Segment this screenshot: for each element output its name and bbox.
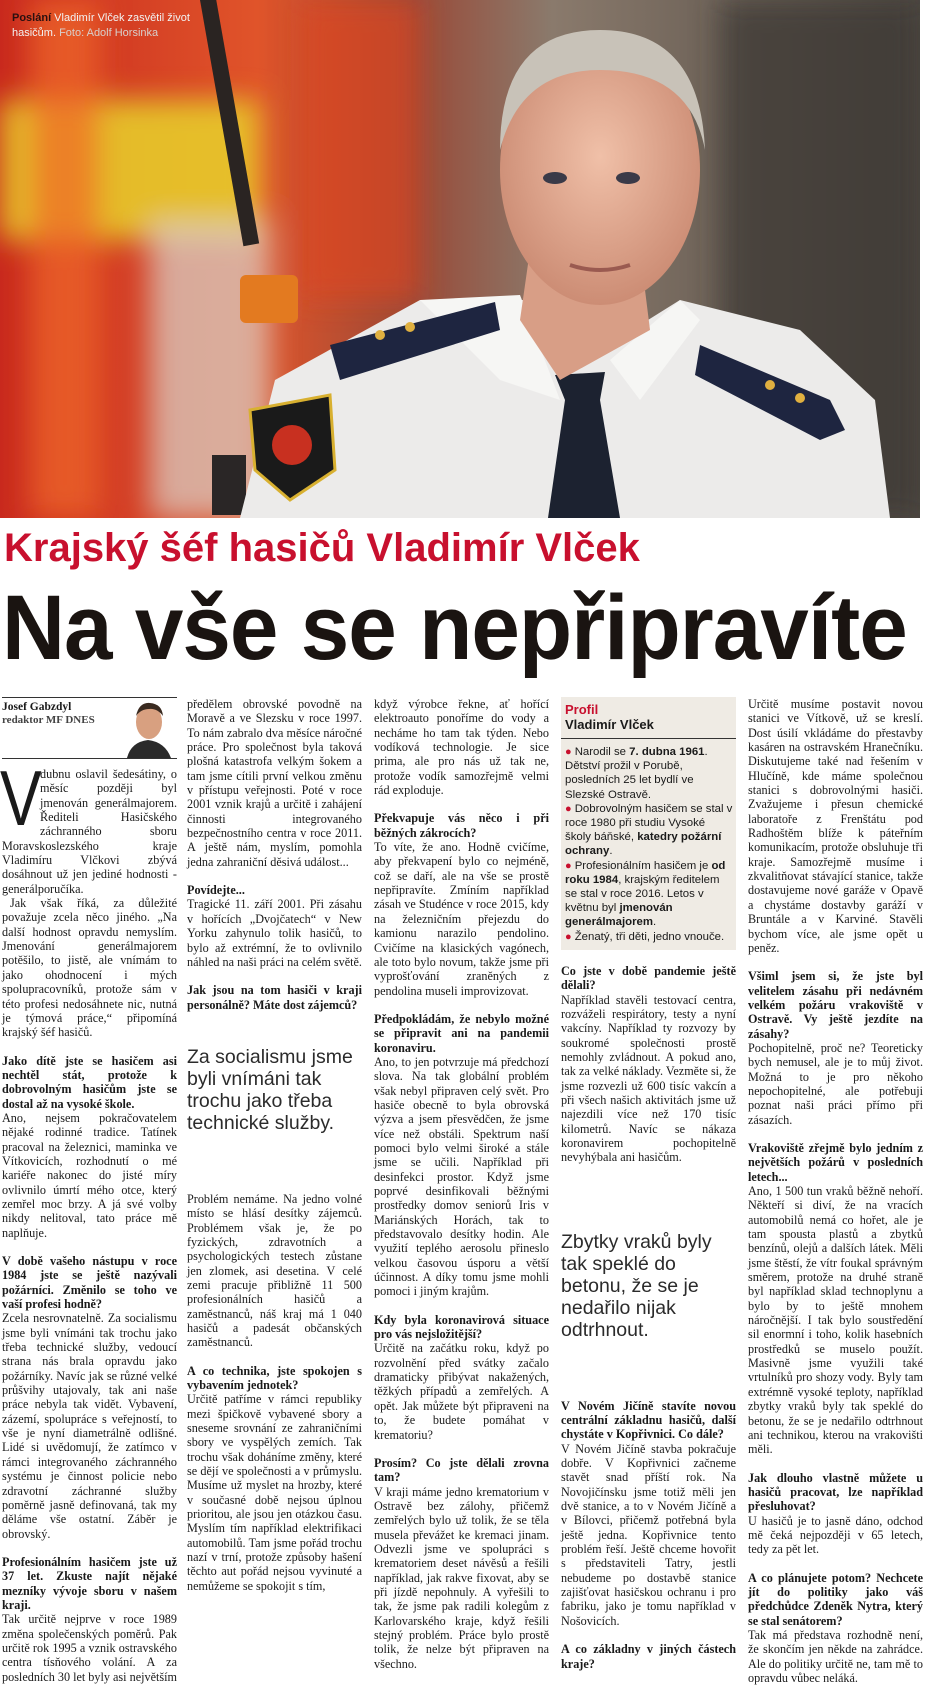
profile-text: , krajským ředitelem se stal v roce 2016. Letos v květnu byl bbox=[565, 873, 720, 915]
bullet-icon: ● bbox=[565, 746, 575, 758]
interview-answer: U hasičů je to jasně dáno, odchod mě čeká nejpozději v 65 letech, tedy za pět let. bbox=[748, 1513, 923, 1557]
profile-text: . bbox=[609, 845, 613, 858]
interview-question: Co jste v době pandemie ještě dělali? bbox=[561, 963, 736, 993]
interview-question: A co plánujete potom? Nechcete jít do politiky jako váš předchůdce Zdeněk Nytra, který se stal senátorem? bbox=[748, 1570, 923, 1628]
bullet-icon: ● bbox=[565, 859, 575, 872]
interview-answer: Jak však říká, za důležité považuje zcela něco jiného. „Na další hodnost opravdu nemyslím. Jmenování generálmajorem potěšilo, to jistě, ale vnímám to jako ohodnocení i mých spolupracovníků, protože sám v této profesi nedosáhnete nic, nutná je týmová práce,“ připomíná krajský šéf hasičů. bbox=[2, 896, 177, 1040]
photo-caption bbox=[12, 11, 202, 41]
main-headline: Na vše se nepřipravíte bbox=[2, 577, 907, 679]
interview-answer: Pochopitelně, proč ne? Teoreticky bych nemusel, ale je to můj život. Možná to je pro někoho nepochopitelné, ale potřebuji poznat naši práci přímo při zásazích. bbox=[748, 1040, 923, 1127]
interview-question: V Novém Jičíně stavíte novou centrální základnu hasičů, další chystáte v Kopřivnici. Co dále? bbox=[561, 1398, 736, 1442]
article-column-4 bbox=[561, 697, 736, 1671]
interview-question: Jak jsou na tom hasiči v kraji personálně? Máte dost zájemců? bbox=[187, 983, 362, 1012]
interview-question: Jak dlouho vlastně můžete u hasičů pracovat, lze například přesluhovat? bbox=[748, 1470, 923, 1514]
interview-answer: když výrobce řekne, ať hořící elektroauto ponoříme do vody a necháme ho tam tak týden. Nebo vodíková technologie. Je sice prima, ale pro nás už tak ne, protože vodík samozřejmě velmi rád exploduje. bbox=[374, 697, 549, 798]
interview-question: Profesionálním hasičem jste už 37 let. Zkuste najít nějaké mezníky vývoje sboru v našem kraji. bbox=[2, 1554, 177, 1612]
lead-text: dubnu oslavil šedesátiny, o měsíc později byl jmenován generálmajorem. Řediteli Hasičského záchranného sboru Moravskoslezského kraje Vladimíru Vlčkovi zbývá dosáhnout už jen jediné hodnosti - generálporučíka. bbox=[2, 767, 177, 896]
profile-label: Profil bbox=[565, 702, 599, 717]
caption-lead: Poslání bbox=[12, 12, 52, 24]
drop-cap: V bbox=[0, 754, 42, 842]
caption-text: Vladimír Vlček zasvětil život hasičům. bbox=[12, 12, 190, 39]
interview-question: Vrakoviště zřejmě bylo jedním z největších požárů v posledních letech... bbox=[748, 1140, 923, 1184]
article-column-2 bbox=[187, 697, 362, 1593]
bullet-icon: ● bbox=[565, 802, 575, 815]
interview-question: Kdy byla koronavirová situace pro vás nejsložitější? bbox=[374, 1312, 549, 1342]
interview-question: Všiml jsem si, že jste byl velitelem zásahu při nedávném velkém požáru vrakoviště v Ostravě. Vy ještě jezdíte na zásahy? bbox=[748, 969, 923, 1041]
hero-photo bbox=[0, 0, 920, 518]
interview-answer: Ano, nejsem pokračovatelem nějaké rodinné tradice. Tatínek pracoval na železnici, maminka ve Vítkovicích, rozhodnutí o mé kariéře nakonec do jisté míry ovlivnilo úmrtí mého otce, který zemřel moc brzy. A já své volby nikdy nelitoval, tato práce mě naplňuje. bbox=[2, 1110, 177, 1240]
profile-highlight: od roku 1984 bbox=[565, 859, 726, 886]
interview-question: V době vašeho nástupu v roce 1984 jste se ještě nazývali požárníci. Změnilo se toho ve vaší profesi hodně? bbox=[2, 1254, 177, 1312]
article-column-3 bbox=[374, 697, 549, 1671]
firefighter-portrait-image bbox=[0, 0, 920, 518]
interview-answer: Určitě na začátku roku, když po rozvolnění před svátky začalo dramaticky přibývat nakažených, těžkých případů a zemřelých. A opět. Jak můžete být připraveni na to, že budete pomáhat v krematoriu? bbox=[374, 1341, 549, 1442]
profile-item bbox=[565, 802, 734, 859]
interview-question: Jako dítě jste se hasičem asi nechtěl stát, protože k dobrovolným hasičům jste se dostal až na vysoké škole. bbox=[2, 1053, 177, 1111]
author-box bbox=[2, 697, 177, 759]
interview-answer: Určitě patříme v rámci republiky mezi špičkově vybavené sbory a sneseme srovnání ze zahraničními sbory ve vyspělých zemích. Tak trochu však doháníme změny, které se dějí ve společnosti a v průmyslu. Musíme už myslet na hrozby, které v současné době nejsou úplnou prioritou, ale jsou jen otázkou času. Myslím tím například elektrifikaci automobilů. Tam jsme pořád trochu nazí v trní, protože způsoby hašení těchto aut pořád nejsou vyvinuté a nemůžeme se spokojit s tím, bbox=[187, 1392, 362, 1593]
lead-paragraph bbox=[0, 754, 177, 896]
interview-question: Překvapuje vás něco i při běžných zákrocích? bbox=[374, 811, 549, 840]
interview-question: Předpokládám, že nebylo možné se připravit ani na pandemii koronaviru. bbox=[374, 1011, 549, 1055]
pull-quote: Zbytky vraků byly tak speklé do betonu, že se je nedařilo nijak odtrhnout. bbox=[561, 1230, 712, 1341]
interview-question: A co základny v jiných částech kraje? bbox=[561, 1642, 736, 1671]
profile-item bbox=[565, 930, 734, 944]
bullet-icon: ● bbox=[565, 930, 575, 943]
interview-answer: Určitě musíme postavit novou stanici ve Vítkově, už se kreslí. Dost úsilí vkládáme do přestavby kasáren na ostravském Hranečníku. Diskutujeme také nad řešením v Hlučíně, kde máme společnou stanici s dobrovolnými hasiči. Zvažujeme i přesun chemické laboratoře z Frenštátu pod Radhoštěm blíže k páteřním komunikacím, protože obsluhuje tři kraje. Samozřejmě musíme i zkvalitňovat stávající stanice, takže dostavujeme nové garáže v Opavě a chystáme dostavby garáží v Bruntále a v Karviné. Stavěli bychom více, ale jsme opět u peněz. bbox=[748, 697, 923, 955]
kicker-headline: Krajský šéf hasičů Vladimír Vlček bbox=[4, 526, 640, 570]
interview-answer: Tak má představa rozhodně není, že skončím jen někde na zahrádce. Ale do politiky určitě ne, tam mě to opravdu vůbec neláká. bbox=[748, 1627, 923, 1685]
profile-text: . Dětství prožil v Porubě, posledních 25 let bydlí ve Slezské Ostravě. bbox=[565, 746, 708, 801]
profile-item bbox=[565, 859, 734, 930]
profile-item bbox=[565, 745, 734, 802]
author-photo bbox=[119, 698, 177, 758]
profile-text: Ženatý, tři děti, jedno vnouče. bbox=[574, 930, 725, 943]
profile-highlight: jmenován generálmajorem bbox=[565, 902, 673, 929]
interview-answer: V kraji máme jedno krematorium v Ostravě bez zálohy, přičemž zemřelých bylo už tolik, že se těla musela převážet ke kremaci jinam. Odvezli jsme ve spolupráci s krematoriem deset návěsů a řešili například, jak rakve fixovat, aby se při jízdě nepohnuly. A vyřešili to tak, že jsme pak radili kolegům z Karlovarského kraje, když řešili stejný problém. Práce bylo prostě tolik, že nelze být připraven na všechno. bbox=[374, 1484, 549, 1671]
interview-question: A co technika, jste spokojen s vybavením jednotek? bbox=[187, 1363, 362, 1392]
article-column-5 bbox=[748, 697, 923, 1685]
profile-box bbox=[561, 697, 736, 950]
interview-answer: Ano, 1 500 tun vraků běžně nehoří. Někteří si diví, že na vracích automobilů nemá co hořet, ale je tam spousta plastů a zbytků benzínů, olejů a dalších látek. Měli jsme štěstí, že vítr foukal správným směrem, protože na druhé straně byl například sklad technoplynu a bylo by to ještě mnohem náročnější. I tak bylo soustředění sil enormní i toho, kolik hasebních prostředků se muselo použít. Masivně jsme využili také vrtulníků pro shozy vody. Byly tam extrémně vysoké teploty, například zbytky vraků byly tak speklé do betonu, že se je nedařilo odtrhnout ani technikou, kterou na vrakovišti měli. bbox=[748, 1184, 923, 1457]
author-role: redaktor MF DNES bbox=[2, 714, 95, 726]
interview-answer: Problém nemáme. Na jedno volné místo se hlásí desítky zájemců. Problémem však je, že po fyzických, zdravotních a psychologických testech zůstane jen zlomek, asi desetina. V celé zemi pracuje přibližně 11 500 profesionálních hasičů a zaměstnanců, náš kraj má 1 040 hasičů a padesát občanských zaměstnanců. bbox=[187, 1191, 362, 1350]
profile-text: Dobrovolným hasičem se stal v roce 1980 při studiu Vysoké školy báňské, bbox=[565, 802, 733, 844]
profile-text: Profesionálním hasičem je bbox=[574, 859, 712, 872]
interview-answer: Tak určitě nejprve v roce 1989 změna společenských poměrů. Pak určitě rok 1995 a vznik ostravského centra tísňového volání. A za posledních 30 let byly asi největším bbox=[2, 1612, 177, 1684]
profile-highlight: katedry požární ochrany bbox=[565, 831, 722, 858]
photo-credit: Foto: Adolf Horsinka bbox=[56, 27, 159, 39]
article-column-1 bbox=[2, 697, 177, 1684]
interview-question: Prosím? Co jste dělali zrovna tam? bbox=[374, 1455, 549, 1485]
interview-answer: Ano, to jen potvrzuje má předchozí slova. Na tak globální problém však nebyl připraven celý svět. Pro hasiče obecně to byla obrovská výzva a jsem přesvědčen, že jsme více než obstáli. Spektrum naší pomoci bylo velmi široké a stále jsme se učili. Například při desinfekci prostor. Když jsme poprvé desinfikovali běžnými prostředky domov seniorů Iris v Mariánských Horách, tak to představovalo desítky hodin. Ale využití teplého aerosolu přineslo velkou časovou úsporu a větší účinnost. A díky tomu jsme mohli pomoci i jiným krajům. bbox=[374, 1054, 549, 1299]
interview-answer: Zcela nesrovnatelně. Za socialismu jsme byli vnímáni tak trochu jako třeba technické služby, vedoucí strana nás brala opravdu jako požárníky. Navíc jak se různé velké průšvihy utajovaly, tak ani naše práce nebyla tak vidět. Vybavení, zázemí, spolupráce s veřejností, to vše je nyní diametrálně odlišné. Lidé si uvědomují, že zatímco v rámci integrovaného záchranného systému je činnost policie nebo zdravotní záchranné služby poměrně jasně definovaná, tak my děláme vše ostatní. Záběr je obrovský. bbox=[2, 1311, 177, 1541]
interview-question: Povídejte... bbox=[187, 883, 245, 898]
interview-answer: předělem obrovské povodně na Moravě a ve Slezsku v roce 1997. To nám zabralo dva měsíce náročné práce. Pro společnost byla taková plošná katastrofa velkým šokem a tam jsme cítili první velkou změnu v přístupu veřejnosti. Poté v roce 2001 vznik krajů a určitě i zahájení činnosti integrovaného bezpečnostního centra v roce 2011. A ještě nám, myslím, pomohla jedna zahraniční děsivá událost... bbox=[187, 697, 362, 869]
profile-name: Vladimír Vlček bbox=[565, 717, 654, 732]
author-name: Josef Gabzdyl bbox=[2, 701, 72, 713]
profile-text: Narodil se bbox=[574, 746, 630, 758]
profile-text: . bbox=[653, 916, 657, 929]
interview-answer: To víte, že ano. Hodně cvičíme, aby překvapení bylo co nejméně, což se daří, ale na vše se prostě nepřipravíte. Zmíním například zásah ve Studénce v roce 2015, kdy na železničním přejezdu do kamionu narazilo pendolino. Cvičíme na klasických vagónech, ale toto bylo novum, takže jsme při vyprošťování zraněných z pendolina museli improvizovat. bbox=[374, 840, 549, 998]
pull-quote: Za socialismu jsme byli vnímáni tak trochu jako třeba technické služby. bbox=[187, 1045, 353, 1134]
profile-highlight: 7. dubna 1961 bbox=[629, 746, 705, 758]
interview-answer: V Novém Jičíně stavba pokračuje dobře. V Kopřivnici začneme stavět snad příští rok. Na Novojičínsku jsme totiž měli jen dvě stanice, a to v Novém Jičíně a v Bílovci, přičemž potřebná byla ještě jedna. Kopřivnice tento problém řeší. Ještě chceme hovořit s představiteli Tatry, jestli nebudeme po dostavbě stanice zajišťovat hasičskou ochranu i pro fabriku, jako je tomu například v Nošovicích. bbox=[561, 1441, 736, 1628]
interview-answer: Například stavěli testovací centra, rozváželi respirátory, testy a nyní vakcíny. Například ty rozvozy by soukromé společnosti prostě nemohly zvládnout. A pokud ano, tak za velké náklady. Vezměte si, že jsme rozvezli už 600 tisíc vakcín a při všech našich aktivitách jsme už najezdili více než 170 tisíc kilometrů. Navíc se nákaza koronavirem pochopitelně nevyhýbala ani hasičům. bbox=[561, 992, 736, 1165]
interview-answer: Tragické 11. září 2001. Při zásahu v hořících „Dvojčatech“ v New Yorku zahynulo tolik hasičů, to bylo až extrémní, že to ovlivnilo náhled na naši práci na celém světě. bbox=[187, 897, 362, 969]
